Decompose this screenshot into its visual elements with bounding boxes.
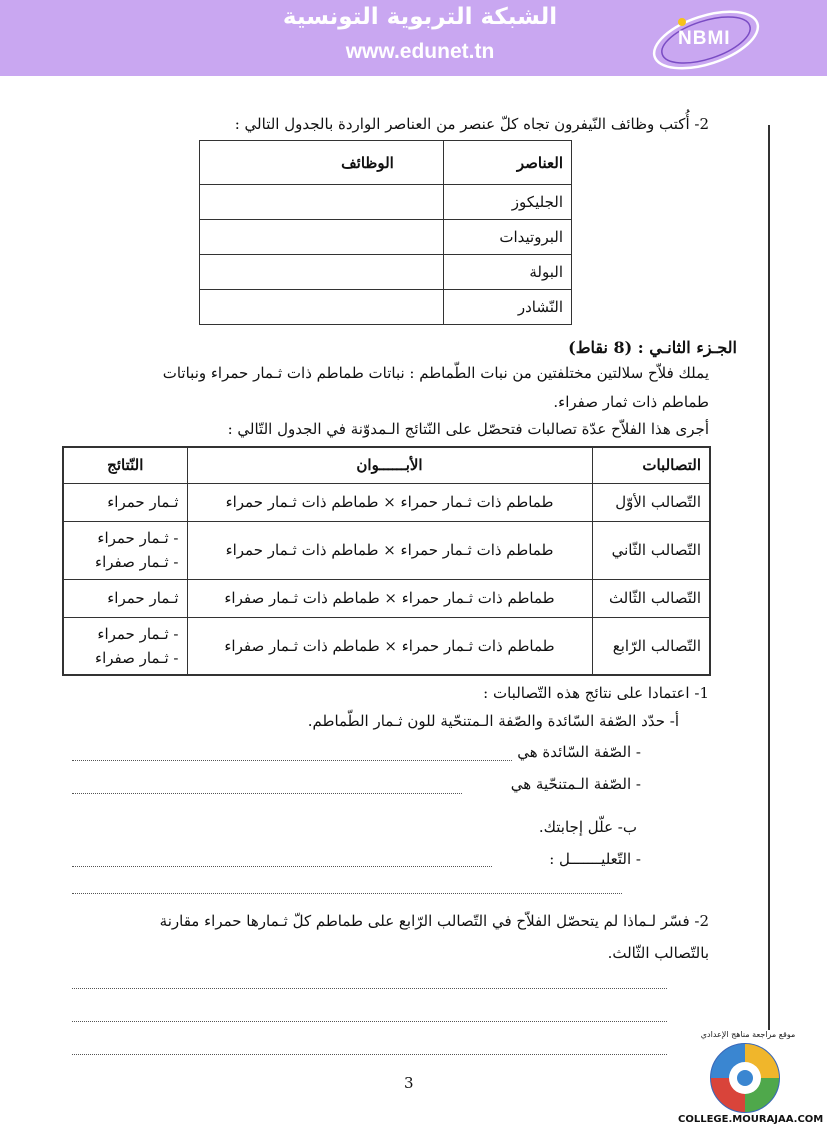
justify-answer-line[interactable]	[72, 866, 492, 867]
table-row	[63, 483, 710, 521]
table-row	[63, 579, 710, 617]
cross-name: التّصالب الرّابع	[592, 617, 710, 675]
cross-parents: طماطم ذات ثـمار حمراء × طماطم ذات ثـمار صفراء	[187, 617, 592, 675]
function-answer-cell[interactable]	[200, 185, 444, 220]
header-elements: العناصر	[444, 141, 572, 185]
cross-results	[63, 483, 187, 521]
table-row	[200, 220, 572, 255]
table-row	[63, 617, 710, 675]
q2-answer-line-1[interactable]	[72, 988, 667, 989]
q2-top-prompt: 2- أُكتب وظائف النّيفرون تجاه كلّ عنصر من العناصر الواردة بالجدول التالي :	[234, 115, 709, 133]
table-row	[200, 255, 572, 290]
function-answer-cell[interactable]	[200, 255, 444, 290]
badge-site[interactable]: COLLEGE.MOURAJAA.COM	[678, 1114, 824, 1125]
mourajaa-badge	[678, 1030, 824, 1128]
header-parents: الأبــــــوان	[187, 447, 592, 483]
header-banner	[0, 0, 827, 76]
justify-answer-line-2[interactable]	[72, 893, 622, 894]
part2-intro-line1: يملك فلاّح سلالتين مختلفتين من نبات الطّماطم : نباتات طماطم ذات ثـمار حمراء ونباتات	[162, 364, 709, 382]
q1-prompt: 1- اعتمادا على نتائج هذه التّصالبات :	[483, 684, 709, 702]
table-row	[200, 185, 572, 220]
site-title: الشبكة التربوية التونسية	[282, 4, 558, 30]
q2-line2: بالتّصالب الثّالث.	[607, 944, 709, 962]
justify-label: - التّعليـــــــل :	[549, 850, 641, 868]
recessive-label: - الصّفة الـمتنحّية هي	[510, 775, 641, 793]
function-answer-cell[interactable]	[200, 290, 444, 325]
recessive-answer-line[interactable]	[72, 793, 462, 794]
cross-name: التّصالب الثّالث	[592, 579, 710, 617]
cross-results	[63, 579, 187, 617]
result-line: - ثـمار صفراء	[95, 648, 179, 667]
cross-parents: طماطم ذات ثـمار حمراء × طماطم ذات ثـمار حمراء	[187, 521, 592, 579]
cross-name: التّصالب الأوّل	[592, 483, 710, 521]
result-line: - ثـمار صفراء	[95, 553, 179, 571]
site-url[interactable]: www.edunet.tn	[345, 40, 495, 63]
result-line: ثـمار حمراء	[107, 589, 179, 607]
q1-b: ب- علّل إجابتك.	[538, 818, 637, 836]
crosses-table	[62, 446, 711, 676]
cross-parents: طماطم ذات ثـمار حمراء × طماطم ذات ثـمار حمراء	[187, 483, 592, 521]
badge-wheel-icon	[690, 1032, 800, 1116]
q1-a: أ- حدّد الصّفة السّائدة والصّفة الـمتنحّية للون ثـمار الطّماطم.	[307, 712, 679, 730]
result-line: - ثـمار حمراء	[97, 529, 179, 547]
q2-answer-line-3[interactable]	[72, 1054, 667, 1055]
q2-answer-line-2[interactable]	[72, 1021, 667, 1022]
element-cell: النّشادر	[444, 290, 572, 325]
margin-line	[768, 125, 770, 1030]
cross-parents: طماطم ذات ثـمار حمراء × طماطم ذات ثـمار صفراء	[187, 579, 592, 617]
cross-results	[63, 617, 187, 675]
header-functions: الوظائف	[200, 141, 444, 185]
element-cell: البولة	[444, 255, 572, 290]
element-cell: البروتيدات	[444, 220, 572, 255]
cross-results	[63, 521, 187, 579]
result-line: ثـمار حمراء	[107, 493, 179, 511]
logo-text: NBMI	[678, 28, 731, 49]
dominant-answer-line[interactable]	[72, 760, 512, 761]
table-row	[200, 290, 572, 325]
dominant-label: - الصّفة السّائدة هي	[517, 743, 641, 761]
badge-arc-text: موقع مراجعة مناهج الإعدادي	[700, 1030, 796, 1039]
part2-intro-line2: طماطم ذات ثمار صفراء.	[553, 393, 709, 411]
result-line: - ثـمار حمراء	[97, 624, 179, 643]
part2-intro-line3: أجرى هذا الفلاّح عدّة تصالبات فتحصّل على النّتائج الـمدوّنة في الجدول التّالي :	[227, 420, 709, 438]
nbmi-logo	[648, 8, 768, 70]
part2-heading: الجـزء الثانـي : (8 نقاط)	[568, 338, 737, 357]
page-number: 3	[404, 1074, 414, 1092]
function-answer-cell[interactable]	[200, 220, 444, 255]
q2-line1: 2- فسّر لـماذا لم يتحصّل الفلاّح في التّصالب الرّابع على طماطم كلّ ثـمارها حمراء مقارنة	[159, 912, 709, 930]
cross-name: التّصالب الثّاني	[592, 521, 710, 579]
element-cell: الجليكوز	[444, 185, 572, 220]
nephron-functions-table	[199, 140, 572, 325]
header-crosses: التصالبات	[592, 447, 710, 483]
table-row	[63, 521, 710, 579]
header-results: النّتائج	[63, 447, 187, 483]
